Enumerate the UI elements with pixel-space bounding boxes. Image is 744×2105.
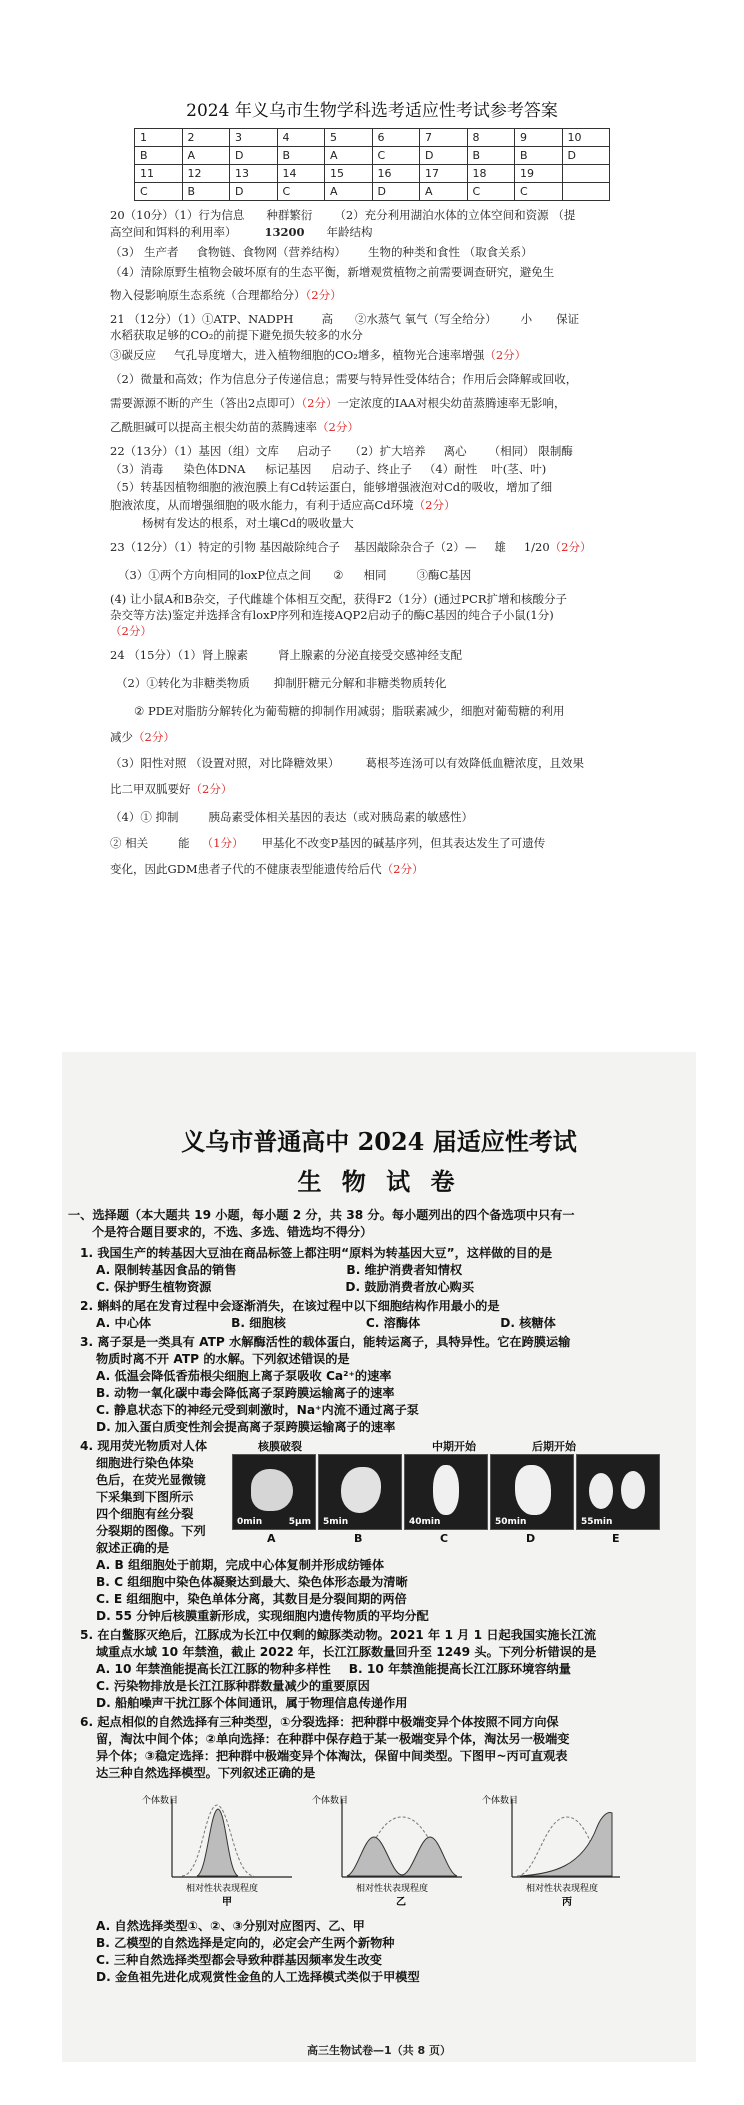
q24-line-9: 变化，因此GDM患者子代的不健康表型能遗传给后代（2分）	[110, 862, 424, 876]
question-4-line: 叙述正确的是	[96, 1541, 170, 1555]
q23-line-2: （3）①两个方向相同的loxP位点之间 ② 相同 ③酶C基因	[118, 568, 472, 582]
q1-option-row: A. 限制转基因食品的销售 B. 维护消费者知情权	[96, 1263, 463, 1277]
table-row	[135, 129, 610, 147]
q20-line-5: 物入侵影响原生态系统（合理都给分）（2分）	[110, 288, 342, 302]
table-cell: 10	[562, 129, 610, 147]
table-cell: 7	[420, 129, 468, 147]
q4-option: C. E 组细胞中，染色单体分离，其数目是分裂间期的两倍	[96, 1592, 407, 1606]
table-cell: D	[230, 147, 278, 165]
question-2: 2. 蝌蚪的尾在发育过程中会逐渐消失，在该过程中以下细胞结构作用最小的是	[80, 1299, 500, 1313]
q23-line-1: 23（12分）（1）特定的引物 基因敲除纯合子 基因敲除杂合子（2）— 雄 1/20（2分）	[110, 540, 592, 554]
table-cell: 18	[467, 165, 515, 183]
q24-line-7: （4）① 抑制 胰岛素受体相关基因的表达（或对胰岛素的敏感性）	[110, 810, 473, 824]
time-label: 40min	[409, 1517, 441, 1527]
graph-bing	[482, 1794, 620, 1907]
cell-image	[515, 1465, 551, 1515]
cell-image	[589, 1473, 613, 1509]
graph-name: 乙	[396, 1897, 406, 1907]
graph-name: 甲	[222, 1897, 232, 1907]
q4-option: A. B 组细胞处于前期，完成中心体复制并形成纺锤体	[96, 1558, 385, 1572]
q20-line-4: （4）清除原野生植物会破坏原有的生态平衡，新增观赏植物之前需要调查研究，避免生	[110, 265, 555, 279]
page-footer: 高三生物试卷—1（共 8 页）	[307, 2044, 451, 2057]
q23-line-3: (4) 让小鼠A和B杂交，子代雌雄个体相互交配，获得F2（1分）(通过PCR扩增和核酸分子	[110, 592, 567, 606]
micrograph-panel	[576, 1454, 660, 1530]
micrograph-panel	[232, 1454, 316, 1530]
fig4-header-3: 后期开始	[532, 1440, 576, 1453]
q21-line-6: 乙酰胆碱可以提高主根尖幼苗的蒸腾速率（2分）	[110, 420, 359, 434]
q3-option: C. 静息状态下的神经元受到刺激时，Na⁺内流不通过离子泵	[96, 1403, 419, 1417]
q22-line-1: 22（13分）（1）基因（组）文库 启动子 （2）扩大培养 离心 （相同） 限制酶	[110, 444, 573, 458]
question-3-cont: 物质时离不开 ATP 的水解。下列叙述错误的是	[96, 1352, 350, 1366]
graph-name: 丙	[562, 1897, 572, 1907]
curve-jia	[197, 1809, 238, 1876]
question-4-line: 四个细胞有丝分裂	[96, 1507, 194, 1521]
q20-line-1: 20（10分）（1）行为信息 种群繁衍 （2）充分利用湖泊水体的立体空间和资源 （提	[110, 208, 576, 222]
table-cell: 14	[277, 165, 325, 183]
micrograph-panel	[318, 1454, 402, 1530]
cell-image	[433, 1465, 459, 1515]
q6-option: C. 三种自然选择类型都会导致种群基因频率发生改变	[96, 1953, 382, 1967]
table-cell: C	[515, 183, 563, 201]
q3-option: B. 动物一氧化碳中毒会降低离子泵跨膜运输离子的速率	[96, 1386, 395, 1400]
q4-option: B. C 组细胞中染色体凝聚达到最大、染色体形态最为清晰	[96, 1575, 408, 1589]
q20-line-3: （3） 生产者 食物链、食物网（营养结构） 生物的种类和食性 （取食关系）	[110, 245, 533, 259]
q5-option: D. 船舶噪声干扰江豚个体间通讯，属于物理信息传递作用	[96, 1696, 408, 1710]
table-cell: D	[372, 183, 420, 201]
q24-line-4: 减少（2分）	[110, 730, 175, 744]
cell-image	[621, 1471, 645, 1509]
curve-bing	[520, 1813, 612, 1876]
question-5: 5. 在白鳖豚灭绝后，江豚成为长江中仅剩的鲸豚类动物。2021 年 1 月 1 日起我国实施长江流	[80, 1628, 597, 1642]
question-3: 3. 离子泵是一类具有 ATP 水解酶活性的载体蛋白，能转运离子，具特异性。它在跨膜运输	[80, 1335, 571, 1349]
q22-line-2: （3）消毒 染色体DNA 标记基因 启动子、终止子 （4）耐性 叶(茎、叶)	[110, 462, 547, 476]
table-cell	[562, 183, 610, 201]
answer-key-page	[0, 0, 744, 1005]
fig4-label-a: A	[267, 1532, 276, 1545]
question-4-line: 色后，在荧光显微镜	[96, 1473, 206, 1487]
q20-line-2: 高空间和饵料的利用率） 13200 年龄结构	[110, 225, 373, 239]
time-label: 5min	[323, 1517, 349, 1527]
question-1: 1. 我国生产的转基因大豆油在商品标签上都注明“原料为转基因大豆”，这样做的目的是	[80, 1246, 553, 1260]
q21-line-1: 21 （12分）（1）①ATP、NADPH 高 ②水蒸气 氧气（写全给分） 小 保证	[110, 312, 580, 326]
time-label: 55min	[581, 1517, 613, 1527]
q23-line-4: 杂交等方法)鉴定并选择含有loxP序列和连接AQP2启动子的酶C基因的纯合子小鼠(1分)	[110, 608, 554, 622]
question-6: 6. 起点相似的自然选择有三种类型，①分裂选择：把种群中极端变异个体按照不同方向保	[80, 1715, 559, 1729]
x-axis-label: 相对性状表现程度	[186, 1884, 259, 1894]
table-cell: B	[515, 147, 563, 165]
selection-models-figure	[142, 1787, 622, 1907]
exam-title: 义乌市普通高中 2024 届适应性考试	[181, 1127, 577, 1156]
table-cell: B	[467, 147, 515, 165]
question-5-cont: 域重点水域 10 年禁渔，截止 2022 年，长江江豚数量回升至 1249 头。下列分析错误的是	[96, 1645, 597, 1659]
time-label: 50min	[495, 1517, 527, 1527]
table-row	[135, 183, 610, 201]
q24-line-2: （2）①转化为非糖类物质 抑制肝糖元分解和非糖类物质转化	[116, 676, 447, 690]
table-cell: 11	[135, 165, 183, 183]
graph-jia	[142, 1794, 292, 1907]
q23-line-5: （2分）	[110, 624, 152, 638]
table-cell: 15	[325, 165, 373, 183]
cell-image	[341, 1467, 381, 1513]
q5-option-row: A. 10 年禁渔能提高长江江豚的物种多样性 B. 10 年禁渔能提高长江江豚环境容纳量	[96, 1662, 571, 1676]
q6-option: D. 金鱼祖先进化成观赏性金鱼的人工选择模式类似于甲模型	[96, 1970, 420, 1984]
q5-option: C. 污染物排放是长江江豚种群数量减少的重要原因	[96, 1679, 370, 1693]
table-cell: 4	[277, 129, 325, 147]
table-cell: 1	[135, 129, 183, 147]
time-label: 0min	[237, 1517, 263, 1527]
fig4-label-e: E	[612, 1532, 620, 1545]
scale-label: 5μm	[288, 1517, 311, 1527]
table-cell: C	[135, 183, 183, 201]
table-cell: C	[467, 183, 515, 201]
fig4-header-2: 中期开始	[432, 1440, 476, 1453]
table-cell: B	[182, 183, 230, 201]
curve-yi	[347, 1837, 457, 1876]
y-axis-label: 个体数目	[312, 1796, 349, 1806]
micrograph-panel	[490, 1454, 574, 1530]
q24-line-3: ② PDE对脂肪分解转化为葡萄糖的抑制作用减弱；脂联素减少，细胞对葡萄糖的利用	[134, 704, 565, 718]
table-cell: 3	[230, 129, 278, 147]
q22-line-3: （5）转基因植物细胞的液泡膜上有Cd转运蛋白，能够增强液泡对Cd的吸收，增加了细	[110, 480, 553, 494]
cell-image	[251, 1469, 293, 1511]
table-cell	[562, 165, 610, 183]
table-cell: D	[562, 147, 610, 165]
q24-line-5: （3）阳性对照 （设置对照，对比降糖效果） 葛根芩连汤可以有效降低血糖浓度，且效果	[110, 756, 584, 770]
table-cell: 17	[420, 165, 468, 183]
table-cell: A	[420, 183, 468, 201]
question-4-line: 分裂期的图像。下列	[96, 1524, 206, 1538]
table-cell: 2	[182, 129, 230, 147]
q24-line-6: 比二甲双胍要好（2分）	[110, 782, 233, 796]
table-cell: B	[277, 147, 325, 165]
y-axis-label: 个体数目	[142, 1796, 179, 1806]
table-cell: 6	[372, 129, 420, 147]
answer-key-title: 2024 年义乌市生物学科选考适应性考试参考答案	[186, 101, 558, 121]
q6-option: A. 自然选择类型①、②、③分别对应图丙、乙、甲	[96, 1919, 365, 1933]
table-cell: D	[230, 183, 278, 201]
q21-line-4: （2）微量和高效；作为信息分子传递信息；需要与特异性受体结合；作用后会降解或回收，	[110, 372, 578, 386]
graph-yi	[312, 1794, 462, 1907]
table-cell: B	[135, 147, 183, 165]
table-row	[135, 165, 610, 183]
question-4-line: 4. 现用荧光物质对人体	[80, 1439, 208, 1453]
x-axis-label: 相对性状表现程度	[356, 1884, 429, 1894]
exam-page	[62, 1052, 696, 2062]
question-6-cont: 留，淘汰中间个体；②单向选择：在种群中保存趋于某一极端变异个体，淘汰另一极端变	[96, 1732, 570, 1746]
table-cell: 8	[467, 129, 515, 147]
q3-option: A. 低温会降低香茄根尖细胞上离子泵吸收 Ca²⁺的速率	[96, 1369, 392, 1383]
table-cell: A	[325, 183, 373, 201]
micrograph-panel	[404, 1454, 488, 1530]
table-cell: C	[372, 147, 420, 165]
table-cell: D	[420, 147, 468, 165]
q1-option-row: C. 保护野生植物资源 D. 鼓励消费者放心购买	[96, 1280, 475, 1294]
table-cell: C	[277, 183, 325, 201]
section-heading-cont: 个是符合题目要求的，不选、多选、错选均不得分）	[92, 1225, 373, 1239]
answer-table	[134, 128, 610, 201]
q6-option: B. 乙模型的自然选择是定向的，必定会产生两个新物种	[96, 1936, 395, 1950]
table-cell: 12	[182, 165, 230, 183]
q22-line-5: 杨树有发达的根系，对土壤Cd的吸收量大	[142, 516, 354, 530]
q24-line-8: ② 相关 能 （1分） 甲基化不改变P基因的碱基序列，但其表达发生了可遗传	[110, 836, 546, 850]
question-6-cont: 异个体；③稳定选择：把种群中极端变异个体淘汰，保留中间类型。下图甲~丙可直观表	[96, 1749, 568, 1763]
table-row	[135, 147, 610, 165]
q22-line-4: 胞液浓度，从而增强细胞的吸水能力，有利于适应高Cd环境（2分）	[110, 498, 456, 512]
q21-line-2: 水稻获取足够的CO₂的前提下避免损失较多的水分	[110, 328, 363, 342]
question-4-line: 下采集到下图所示	[96, 1490, 194, 1504]
table-cell: A	[182, 147, 230, 165]
table-cell: 16	[372, 165, 420, 183]
fig4-header-1: 核膜破裂	[258, 1440, 302, 1453]
table-cell: 9	[515, 129, 563, 147]
question-4-line: 细胞进行染色体染	[96, 1456, 194, 1470]
q4-option: D. 55 分钟后核膜重新形成，实现细胞内遗传物质的平均分配	[96, 1609, 429, 1623]
x-axis-label: 相对性状表现程度	[526, 1884, 599, 1894]
section-heading: 一、选择题（本大题共 19 小题，每小题 2 分，共 38 分。每小题列出的四个备选项中只有一	[68, 1208, 575, 1222]
question-6-cont: 达三种自然选择模型。下列叙述正确的是	[96, 1766, 316, 1780]
q24-line-1: 24 （15分）（1）肾上腺素 肾上腺素的分泌直接受交感神经支配	[110, 648, 462, 662]
q2-option-row: A. 中心体 B. 细胞核 C. 溶酶体 D. 核糖体	[96, 1316, 556, 1330]
q21-line-3: ③碳反应 气孔导度增大，进入植物细胞的CO₂增多，植物光合速率增强（2分）	[110, 348, 527, 362]
table-cell: 13	[230, 165, 278, 183]
fig4-label-b: B	[354, 1532, 363, 1545]
exam-subtitle: 生 物 试 卷	[297, 1167, 461, 1196]
table-cell: 5	[325, 129, 373, 147]
table-cell: A	[325, 147, 373, 165]
q3-option: D. 加入蛋白质变性剂会提高离子泵跨膜运输离子的速率	[96, 1420, 396, 1434]
fig4-label-d: D	[526, 1532, 536, 1545]
table-cell: 19	[515, 165, 563, 183]
y-axis-label: 个体数目	[482, 1796, 519, 1806]
fig4-label-c: C	[440, 1532, 449, 1545]
q21-line-5: 需要源源不断的产生（答出2点即可）（2分）一定浓度的IAA对根尖幼苗蒸腾速率无影响，	[110, 396, 566, 410]
